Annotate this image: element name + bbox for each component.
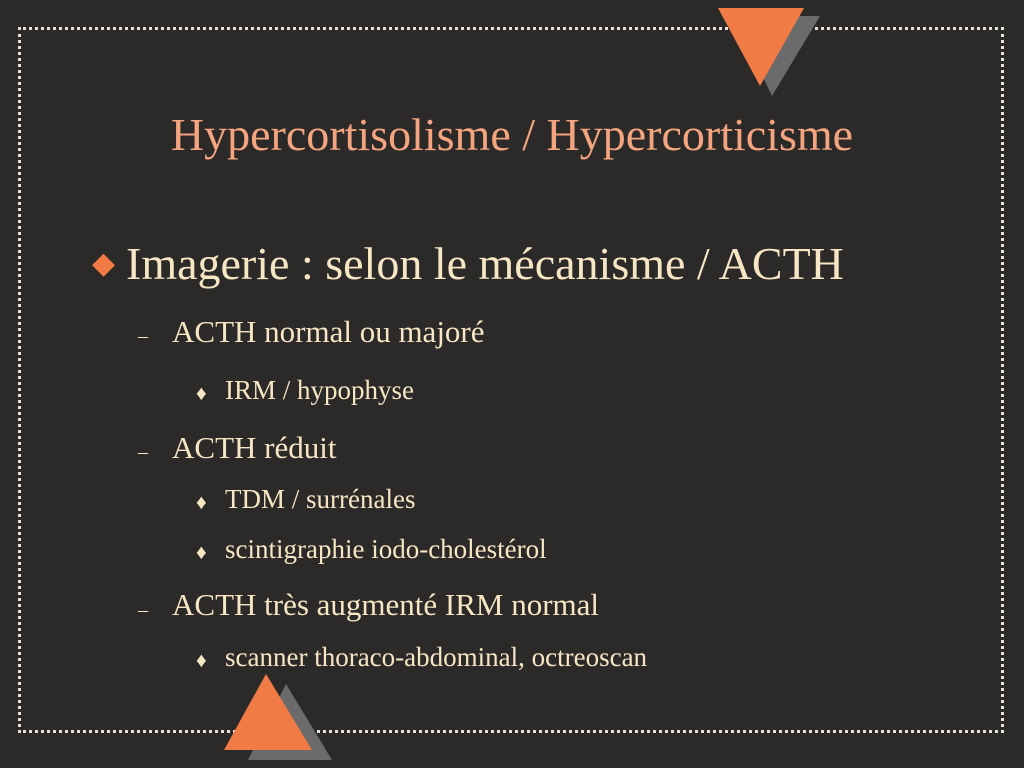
slide-title: Hypercortisolisme / Hypercorticisme (170, 109, 854, 160)
small-diamond-icon: ♦ (196, 540, 207, 564)
diamond-icon: ◆ (92, 247, 116, 280)
triangle-decoration-bottom (220, 672, 340, 764)
sub-bullet-label: ACTH très augmenté IRM normal (172, 587, 600, 622)
dash-icon: – (138, 599, 148, 621)
sub-bullet-label: ACTH normal ou majoré (172, 314, 485, 349)
dash-icon: – (138, 325, 148, 347)
small-diamond-icon: ♦ (196, 381, 207, 405)
sub-sub-bullet-label: IRM / hypophyse (225, 375, 414, 405)
small-diamond-icon: ♦ (196, 648, 207, 672)
sub-sub-bullet-label: scanner thoraco-abdominal, octreoscan (225, 642, 648, 672)
sub-sub-bullet-label: scintigraphie iodo-cholestérol (225, 534, 547, 564)
dash-icon: – (138, 441, 148, 463)
small-diamond-icon: ♦ (196, 490, 207, 514)
bullet-main-label: Imagerie : selon le mécanisme / ACTH (126, 238, 844, 289)
sub-bullet-label: ACTH réduit (172, 430, 337, 465)
triangle-decoration-top (712, 6, 824, 98)
sub-sub-bullet-label: TDM / surrénales (225, 484, 416, 514)
